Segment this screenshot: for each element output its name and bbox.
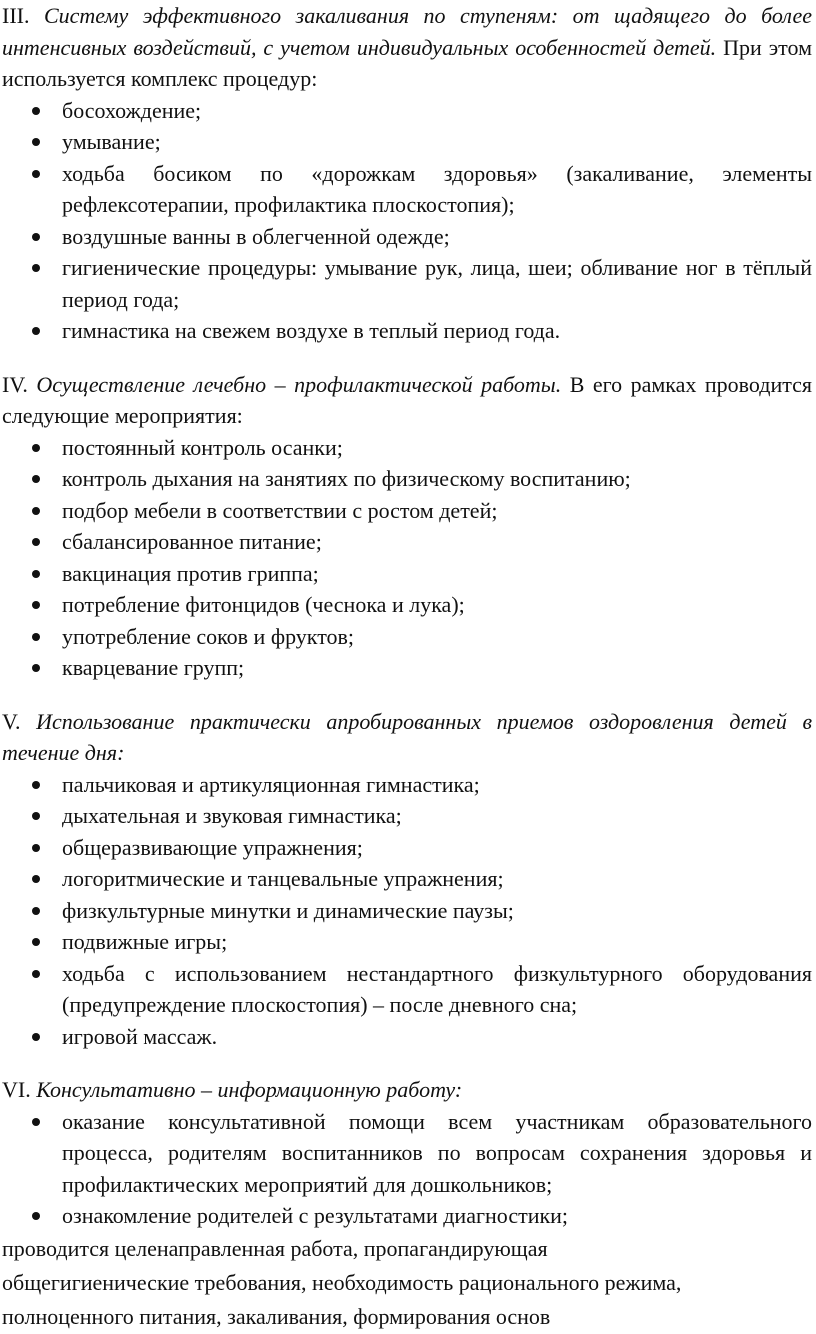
- section-intro: [2, 369, 812, 432]
- section-numeral: IV.: [2, 371, 28, 397]
- closing-line: полноценного питания, закаливания, формирования основ: [2, 1303, 551, 1329]
- list-item: сбалансированное питание;: [2, 526, 812, 558]
- closing-paragraph: [2, 1232, 812, 1334]
- section-iv: [2, 369, 812, 684]
- closing-line: общегигиенические требования, необходимость рационального режима,: [2, 1269, 682, 1295]
- section-vi: [2, 1074, 812, 1334]
- list-item: подвижные игры;: [2, 926, 812, 958]
- list-item: гигиенические процедуры: умывание рук, лица, шеи; обливание ног в тёплый период года;: [2, 252, 812, 315]
- list-item: кварцевание групп;: [2, 652, 812, 684]
- list-item: постоянный контроль осанки;: [2, 432, 812, 464]
- list-item: физкультурные минутки и динамические паузы;: [2, 895, 812, 927]
- section-heading-italic: Консультативно – информационную работу:: [36, 1077, 463, 1102]
- list-item: воздушные ванны в облегченной одежде;: [2, 221, 812, 253]
- list-item: подбор мебели в соответствии с ростом детей;: [2, 495, 812, 527]
- section-iii: [2, 0, 812, 347]
- section-intro: [2, 0, 812, 95]
- list-item: игровой массаж.: [2, 1021, 812, 1053]
- bullet-list: [2, 769, 812, 1053]
- list-item: ознакомление родителей с результатами диагностики;: [2, 1200, 812, 1232]
- section-numeral: VI.: [2, 1077, 31, 1102]
- bullet-list: [2, 432, 812, 684]
- list-item: умывание;: [2, 126, 812, 158]
- section-heading-italic: Использование практически апробированных приемов оздоровления детей в течение дня:: [2, 708, 812, 765]
- section-heading-italic: Систему эффективного закаливания по ступеням: от щадящего до более интенсивных воздействий, с учетом индивидуальных особенностей детей.: [2, 3, 812, 60]
- list-item: логоритмические и танцевальные упражнения;: [2, 863, 812, 895]
- list-item: употребление соков и фруктов;: [2, 621, 812, 653]
- bullet-list: [2, 1106, 812, 1232]
- list-item: общеразвивающие упражнения;: [2, 832, 812, 864]
- closing-line: проводится целенаправленная работа, пропагандирующая: [2, 1235, 548, 1261]
- list-item: пальчиковая и артикуляционная гимнастика;: [2, 769, 812, 801]
- section-v: [2, 706, 812, 1053]
- bullet-list: [2, 95, 812, 347]
- list-item: оказание консультативной помощи всем участникам образовательного процесса, родителям воспитанников по вопросам сохранения здоровья и профилактических мероприятий для дошкольников;: [2, 1106, 812, 1201]
- list-item: потребление фитонцидов (чеснока и лука);: [2, 589, 812, 621]
- section-intro-text: При этом используется комплекс процедур:: [2, 34, 812, 91]
- section-intro: [2, 706, 812, 769]
- list-item: контроль дыхания на занятиях по физическому воспитанию;: [2, 463, 812, 495]
- list-item: гимнастика на свежем воздухе в теплый период года.: [2, 315, 812, 347]
- section-intro-text: В его рамках проводится следующие мероприятия:: [2, 371, 813, 428]
- list-item: босохождение;: [2, 95, 812, 127]
- section-numeral: III.: [2, 3, 30, 28]
- section-numeral: V.: [2, 708, 21, 734]
- list-item: ходьба с использованием нестандартного физкультурного оборудования (предупреждение плоскостопия) – после дневного сна;: [2, 958, 812, 1021]
- list-item: дыхательная и звуковая гимнастика;: [2, 800, 812, 832]
- section-heading-italic: Осуществление лечебно – профилактической работы.: [36, 371, 562, 397]
- list-item: вакцинация против гриппа;: [2, 558, 812, 590]
- list-item: ходьба босиком по «дорожкам здоровья» (закаливание, элементы рефлексотерапии, профилактика плоскостопия);: [2, 158, 812, 221]
- section-intro: [2, 1074, 812, 1106]
